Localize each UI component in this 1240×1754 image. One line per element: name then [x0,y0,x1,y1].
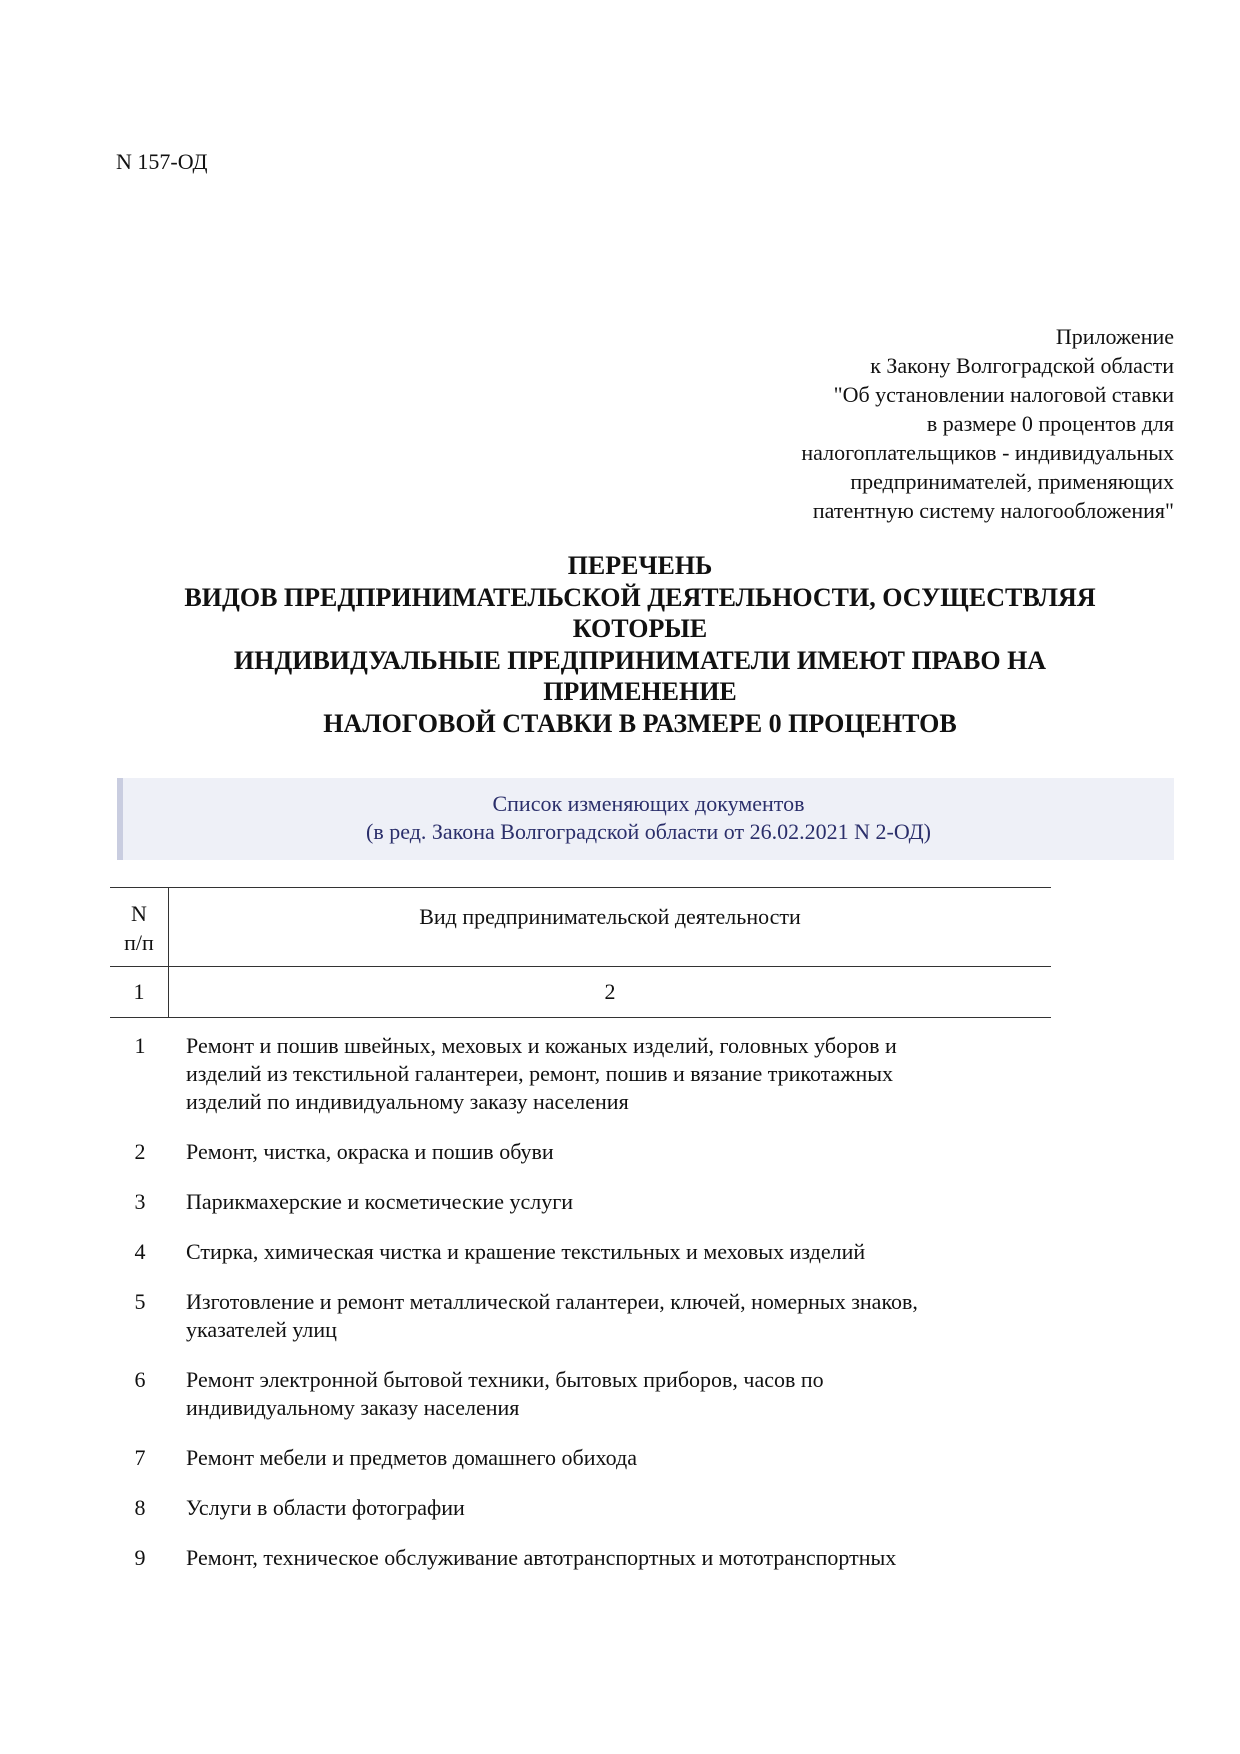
row-activity [170,1138,1090,1166]
row-number: 2 [134,1139,146,1164]
amendments-reference[interactable]: (в ред. Закона Волгоградской области от 26.02.2021 N 2-ОД) [366,819,931,844]
row-activity-line: индивидуальному заказу населения [186,1395,520,1420]
amendments-box [117,778,1174,860]
appendix-line: к Закону Волгоградской области [870,353,1174,378]
header-cell-number [110,888,169,966]
header-cell-activity: Вид предпринимательской деятельности [419,904,801,929]
title-line: ИНДИВИДУАЛЬНЫЕ ПРЕДПРИНИМАТЕЛИ ИМЕЮТ ПРАВО НА [233,645,1047,675]
title-line: ПРИМЕНЕНИЕ [543,677,737,706]
row-activity-line: Стирка, химическая чистка и крашение текстильных и меховых изделий [186,1239,866,1264]
row-number: 3 [134,1189,146,1214]
row-activity [170,1444,1090,1472]
document-number: N 157-ОД [116,149,208,174]
table-row [110,1494,1090,1522]
row-activity [170,1544,1090,1572]
header-number-label: N [131,901,147,926]
row-activity [170,1032,1090,1116]
table-row [110,1544,1090,1572]
table-row [110,1444,1090,1472]
row-activity [170,1366,1090,1422]
activity-list [110,1032,1090,1594]
title-line: ВИДОВ ПРЕДПРИНИМАТЕЛЬСКОЙ ДЕЯТЕЛЬНОСТИ, ОСУЩЕСТВЛЯЯ [184,582,1096,612]
table-header [110,887,1051,1018]
appendix-line: в размере 0 процентов для [926,411,1174,436]
appendix-line: предпринимателей, применяющих [850,469,1174,494]
row-number: 7 [134,1445,146,1470]
appendix-line: патентную систему налогообложения" [812,498,1174,523]
row-activity-line: Ремонт электронной бытовой техники, бытовых приборов, часов по [186,1367,824,1392]
row-activity [170,1238,1090,1266]
row-activity [170,1188,1090,1216]
row-number: 1 [134,1033,146,1058]
table-row [110,1366,1090,1422]
row-activity [170,1288,1090,1344]
amendments-heading: Список изменяющих документов [492,791,805,816]
row-activity-line: Услуги в области фотографии [186,1495,465,1520]
title-line: НАЛОГОВОЙ СТАВКИ В РАЗМЕРЕ 0 ПРОЦЕНТОВ [323,708,957,738]
table-row [110,1188,1090,1216]
row-activity-line: Ремонт мебели и предметов домашнего обихода [186,1445,637,1470]
index-cell-1: 1 [110,967,169,1017]
table-row [110,1288,1090,1344]
row-number: 6 [134,1367,146,1392]
row-number: 4 [134,1239,146,1264]
appendix-block [474,322,1174,525]
row-activity-line: изделий из текстильной галантереи, ремонт, пошив и вязание трикотажных [186,1061,894,1086]
header-number-sublabel: п/п [124,930,154,955]
row-number: 8 [134,1495,146,1520]
appendix-line: "Об установлении налоговой ставки [833,382,1174,407]
row-activity-line: Ремонт, техническое обслуживание автотранспортных и мототранспортных [186,1545,897,1570]
row-activity-line: Ремонт, чистка, окраска и пошив обуви [186,1139,554,1164]
table-header-row [110,888,1051,967]
table-row [110,1138,1090,1166]
document-title [100,550,1180,739]
row-activity-line: Парикмахерские и косметические услуги [186,1189,573,1214]
row-activity-line: изделий по индивидуальному заказу населения [186,1089,629,1114]
row-activity [170,1494,1090,1522]
appendix-line: Приложение [1055,324,1174,349]
title-line: КОТОРЫЕ [572,614,708,643]
row-number: 5 [134,1289,146,1314]
appendix-line: налогоплательщиков - индивидуальных [801,440,1174,465]
table-row [110,1032,1090,1116]
table-index-row [110,967,1051,1018]
row-activity-line: Изготовление и ремонт металлической галантереи, ключей, номерных знаков, [186,1289,918,1314]
row-number: 9 [134,1545,146,1570]
index-cell-2: 2 [604,979,616,1004]
row-activity-line: Ремонт и пошив швейных, меховых и кожаных изделий, головных уборов и [186,1033,897,1058]
row-activity-line: указателей улиц [186,1317,337,1342]
table-row [110,1238,1090,1266]
title-line: ПЕРЕЧЕНЬ [567,551,713,580]
